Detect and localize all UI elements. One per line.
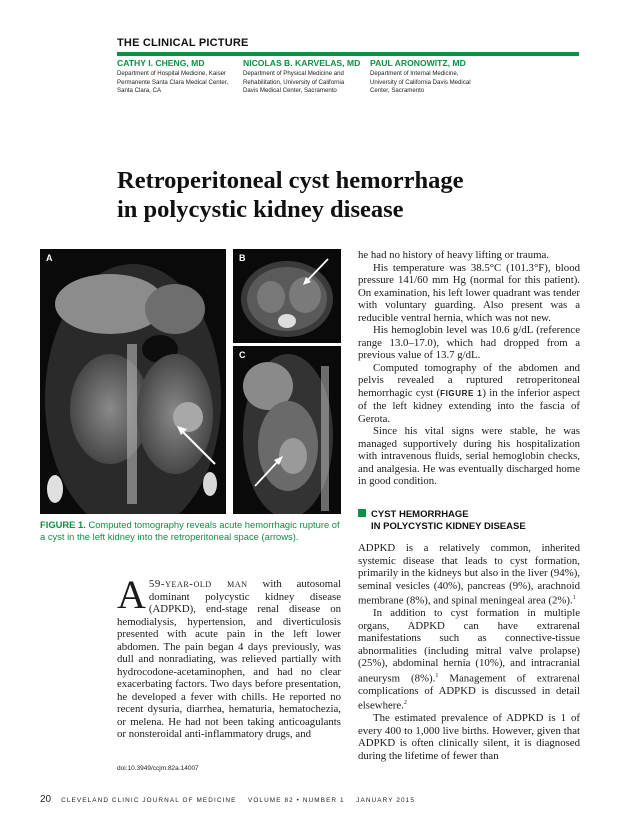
text-run: Computed tomography of the abdomen and pelvis revealed a ruptured retroperitoneal hemorrhagic cyst ( (358, 361, 580, 399)
affil-line: University of California Davis Medical (370, 78, 471, 86)
doi-text: doi:10.3949/ccjm.82a.14007 (117, 765, 199, 772)
citation-superscript: 1 (572, 595, 576, 601)
affil-line: Permanente Santa Clara Medical Center, (117, 78, 229, 86)
text-run: In addition to cyst formation in multiple organs, ADPKD can have extrarenal manifestations such as connective-tissue abnormalities (including mitral valve prolapse) (25%), abdominal hernia (10%), and intracranial aneurysm (8%). (358, 607, 580, 685)
author-affiliation (243, 70, 368, 96)
paragraph: His hemoglobin level was 10.6 g/dL (reference range 13.0–17.0), which had dropped from a previous value of 13.7 g/dL. (358, 324, 580, 361)
affil-line: Department of Internal Medicine, (370, 70, 459, 77)
paragraph (358, 542, 580, 607)
author-affiliation (370, 70, 495, 96)
panel-label-b: B (239, 253, 246, 263)
paragraph: The estimated prevalence of ADPKD is 1 of every 400 to 1,000 live births. However, given that ADPKD is often clinically silent, it is diagnosed during the lifetime of fewer than (358, 712, 580, 762)
affil-line: Santa Clara, CA (117, 87, 162, 95)
author-block-cheng (117, 58, 242, 96)
text-run: ) in the inferior aspect of the left kidney extending into the fascia of Gerota. (358, 386, 580, 425)
author-name: CATHY I. CHENG, MD (117, 58, 205, 68)
paragraph (358, 607, 580, 712)
section-label: THE CLINICAL PICTURE (117, 37, 249, 49)
section-bullet-square (358, 509, 366, 517)
lead-in-smallcaps: 59-year-old man (148, 578, 248, 590)
panel-label-a: A (46, 253, 53, 263)
ct-image-panel-b (233, 249, 341, 343)
panel-label-c: C (239, 350, 246, 360)
affil-line: Rehabilitation, University of California (243, 78, 345, 86)
citation-superscript: 2 (403, 700, 407, 707)
author-name: NICOLAS B. KARVELAS, MD (243, 58, 361, 68)
journal-info: CLEVELAND CLINIC JOURNAL OF MEDICINE VOLUME 82 • NUMBER 1 JANUARY 2015 (61, 797, 415, 804)
ct-image-panel-c (233, 346, 341, 514)
title-line: in polycystic kidney disease (117, 196, 404, 223)
title-line: Retroperitoneal cyst hemorrhage (117, 167, 464, 194)
section-heading-line: IN POLYCYSTIC KIDNEY DISEASE (371, 521, 526, 532)
author-affiliation (117, 70, 242, 96)
figure-reference: FIGURE 1 (440, 388, 483, 398)
paragraph: His temperature was 38.5°C (101.3°F), blood pressure 141/60 mm Hg (normal for this patient). On examination, his left lower quadrant was tender with voluntary guarding. Also present was a reducible ventral hernia, which was not new. (358, 261, 580, 324)
paragraph-text: with autosomal dominant polycystic kidney disease (ADPKD), end-stage renal disease on hemodialysis, hypertension, and diverticulosis presented with acute pain in the left lower abdomen. The pain began 4 days previously, was dull and nonradiating, was relieved partially with hydrocodone-acetaminophen, and had no clear exacerbating factors. Two days before presentation, he developed a fever with chills. He reported no recent dysuria, diarrhea, hematuria, hematochezia, or melena. He had not been taking anticoagulants or nonsteroidal anti-inflammatory drugs, and (117, 578, 341, 740)
paragraph (358, 362, 580, 426)
ct-image-panel-a (40, 249, 226, 514)
paragraph: Since his vital signs were stable, he was managed supportively during his hospitalization with intravenous fluids, serial hemoglobin checks, and analgesia. He was eventually discharged home in good condition. (358, 425, 580, 487)
intro-paragraph (117, 572, 341, 741)
ct-sagittal-image (233, 346, 341, 514)
author-block-karvelas (243, 58, 368, 96)
right-column-text-lower (358, 542, 580, 762)
caption-label: FIGURE 1. (40, 519, 86, 530)
header-rule (117, 52, 579, 56)
figure-caption (40, 519, 340, 543)
text-run: ADPKD is a relatively common, inherited systemic disease that leads to cyst formation, primarily in the kidneys but also in the liver (94%), seminal vesicles (40%), pancreas (9%), arachnoid membrane (8%), and spinal meningeal area (2%). (358, 542, 580, 607)
page-number: 20 (40, 794, 52, 805)
author-name: PAUL ARONOWITZ, MD (370, 58, 466, 68)
affil-line: Center, Sacramento (370, 87, 425, 95)
citation-superscript: 1 (435, 672, 439, 679)
caption-text: Computed tomography reveals acute hemorrhagic rupture of a cyst in the left kidney into the retroperitoneal space (arrows). (40, 519, 340, 542)
affil-line: Davis Medical Center, Sacramento (243, 87, 337, 95)
drop-cap: A (117, 572, 146, 617)
ct-axial-image (233, 249, 341, 343)
right-column-text-upper (358, 249, 580, 488)
section-heading (358, 509, 526, 533)
left-column-text (117, 572, 341, 741)
section-heading-line: CYST HEMORRHAGE (371, 509, 469, 520)
affil-line: Department of Hospital Medicine, Kaiser (117, 70, 227, 77)
author-block-aronowitz (370, 58, 495, 96)
paragraph: he had no history of heavy lifting or trauma. (358, 249, 549, 261)
affil-line: Department of Physical Medicine and (243, 70, 344, 77)
ct-coronal-image (40, 249, 226, 514)
page-footer (40, 789, 415, 807)
article-title (117, 166, 557, 224)
text-run: Management of extrarenal complications of ADPKD is discussed in detail elsewhere. (358, 672, 580, 712)
